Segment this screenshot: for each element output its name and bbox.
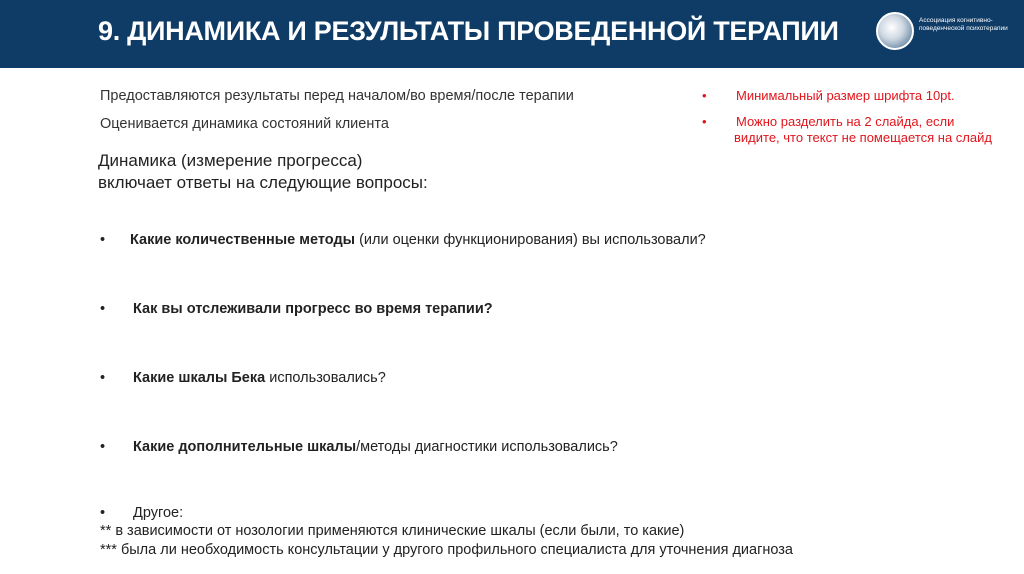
association-logo-icon <box>876 12 914 50</box>
footnote: *** была ли необходимость консультации у другого профильного специалиста для уточнения диагноза <box>100 542 793 558</box>
note-bullet: • <box>702 114 707 129</box>
intro-line: Предоставляются результаты перед началом/во время/после терапии <box>100 88 574 104</box>
heading-line: Динамика (измерение прогресса) <box>98 151 363 170</box>
question-bold: Какие дополнительные шкалы <box>133 439 357 455</box>
question-rest: Другое: <box>133 505 184 521</box>
question-bold: Какие количественные методы <box>130 232 356 248</box>
question-item <box>100 232 706 248</box>
question-item <box>100 505 183 521</box>
intro-line: Оценивается динамика состояний клиента <box>100 116 389 132</box>
question-bold: Какие шкалы Бека <box>133 370 266 386</box>
question-item <box>100 301 493 317</box>
note-text: видите, что текст не помещается на слайд <box>734 130 992 145</box>
bullet: • <box>100 370 106 386</box>
footnote: ** в зависимости от нозологии применяются клинические шкалы (если были, то какие) <box>100 523 685 539</box>
question-bold: Как вы отслеживали прогресс во время терапии? <box>133 301 493 317</box>
bullet: • <box>100 439 106 455</box>
note-text: Минимальный размер шрифта 10pt. <box>736 88 955 103</box>
question-item <box>100 439 618 455</box>
question-rest: использовались? <box>265 370 386 386</box>
heading-line: включает ответы на следующие вопросы: <box>98 173 428 192</box>
note-bullet: • <box>702 88 707 103</box>
bullet: • <box>100 232 106 248</box>
header-bar <box>0 0 1024 68</box>
section-heading <box>98 150 428 194</box>
question-rest: (или оценки функционирования) вы использовали? <box>355 232 706 248</box>
bullet: • <box>100 301 106 317</box>
bullet: • <box>100 505 106 521</box>
note-text: Можно разделить на 2 слайда, если <box>736 114 955 129</box>
logo-text: Ассоциация когнитивно-поведенческой психотерапии <box>919 17 1008 32</box>
question-rest: /методы диагностики использовались? <box>356 439 618 455</box>
slide-title: 9. ДИНАМИКА И РЕЗУЛЬТАТЫ ПРОВЕДЕННОЙ ТЕРАПИИ <box>98 16 839 46</box>
question-item <box>100 370 386 386</box>
